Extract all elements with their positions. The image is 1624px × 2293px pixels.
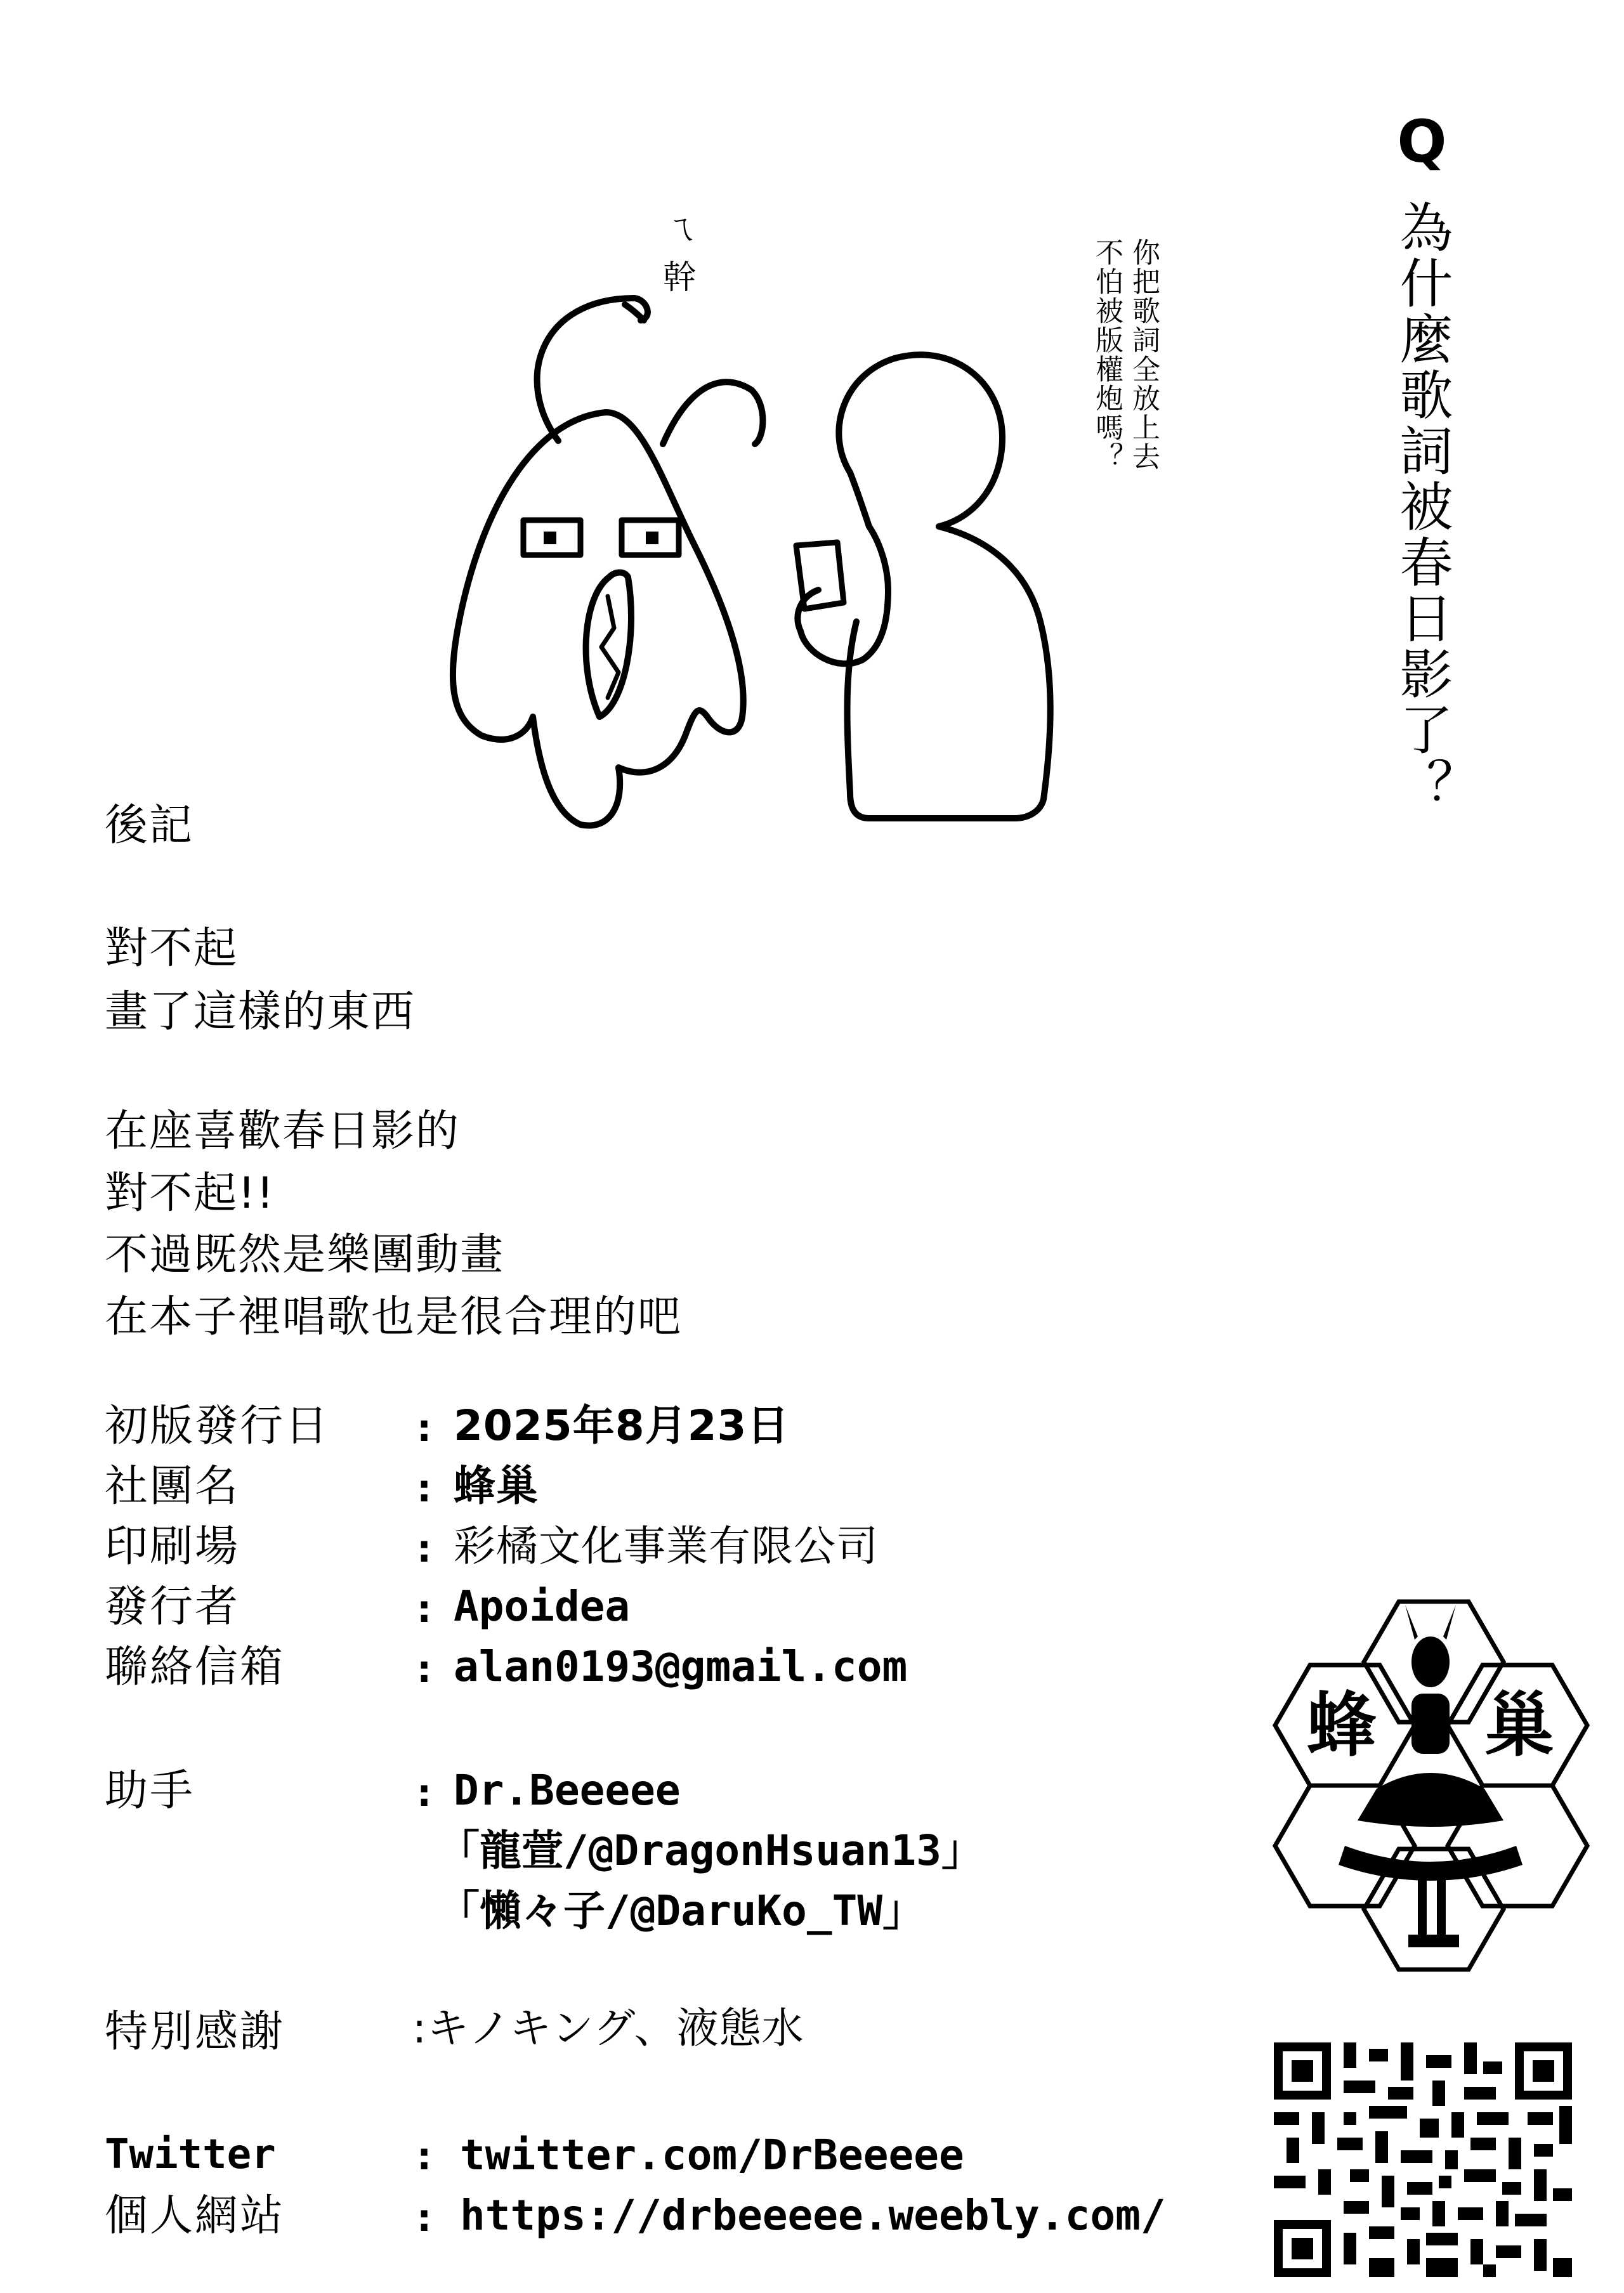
afterword-line: 對不起 — [105, 924, 239, 974]
colophon-label-publisher: 發行者 — [105, 1582, 240, 1632]
colophon-label-email: 聯絡信箱 — [105, 1642, 285, 1692]
website-link[interactable]: https://drbeeeee.weebly.com/ — [460, 2191, 1166, 2240]
creature-antenna-left — [537, 298, 648, 441]
colophon-colon: : — [412, 1525, 436, 1571]
colophon-value-publisher: Apoidea — [454, 1582, 631, 1631]
colophon-label-website: 個人網站 — [105, 2191, 285, 2241]
circle-logo — [1262, 1579, 1592, 2017]
colophon-label-twitter: Twitter — [105, 2131, 276, 2178]
colophon-label-printer: 印刷場 — [105, 1522, 240, 1572]
colophon-value-assistant: 「龍萱/@DragonHsuan13」 — [438, 1826, 984, 1875]
afterword-line: 對不起!! — [105, 1168, 275, 1218]
colophon-value-email: alan0193@gmail.com — [454, 1642, 908, 1691]
colophon-value-assistant: 「懶々子/@DaruKo_TW」 — [438, 1886, 925, 1935]
colophon-colon: : — [412, 1585, 436, 1631]
afterword-line: 在座喜歡春日影的 — [105, 1106, 461, 1156]
logo-char-left: 蜂 — [1307, 1685, 1377, 1766]
colophon-label-assistant: 助手 — [105, 1766, 195, 1816]
colophon-value-release-date: 2025年8月23日 — [454, 1401, 790, 1450]
person-body — [848, 526, 1051, 818]
speech-bubble-right-col2: 不怕被版權炮嗎？ — [1090, 238, 1123, 471]
colophon-value-printer: 彩橘文化事業有限公司 — [454, 1522, 879, 1571]
colophon-colon: : — [412, 1769, 436, 1815]
logo-char-right: 巢 — [1484, 1685, 1554, 1766]
colophon-label-thanks: 特別感謝 — [105, 2007, 285, 2057]
speech-bubble-left-line1: ㄟ — [665, 210, 698, 248]
colophon-colon: : — [412, 1465, 436, 1511]
question-text: 為什麼歌詞被春日影了？ — [1391, 200, 1453, 814]
colophon-colon: : — [412, 2194, 436, 2240]
colophon-label-release-date: 初版發行日 — [105, 1401, 331, 1451]
twitter-link[interactable]: twitter.com/DrBeeeee — [460, 2131, 964, 2179]
colophon-label-circle: 社團名 — [105, 1461, 240, 1512]
afterword-title: 後記 — [105, 800, 194, 851]
colophon-colon: : — [412, 1645, 436, 1692]
colophon-value-circle: 蜂巢 — [454, 1461, 539, 1510]
colophon-colon: : — [412, 2133, 436, 2179]
question-q-mark: Q — [1388, 108, 1456, 176]
person-arm — [801, 473, 888, 663]
qr-code — [1274, 2042, 1572, 2277]
colophon-colon: : — [412, 1404, 436, 1451]
speech-bubble-left-line2: 幹 — [663, 259, 697, 297]
colophon-value-assistant: Dr.Beeeee — [454, 1766, 681, 1815]
creature-body — [453, 412, 743, 826]
afterword-line: 在本子裡唱歌也是很合理的吧 — [105, 1292, 683, 1342]
afterword-line: 畫了這樣的東西 — [105, 987, 416, 1037]
colophon-value-thanks: :キノキング、液態水 — [412, 2004, 804, 2053]
afterword-line: 不過既然是樂團動畫 — [105, 1230, 505, 1280]
speech-bubble-right-col1: 你把歌詞全放上去 — [1127, 238, 1160, 471]
creature-antenna-right — [663, 382, 763, 444]
